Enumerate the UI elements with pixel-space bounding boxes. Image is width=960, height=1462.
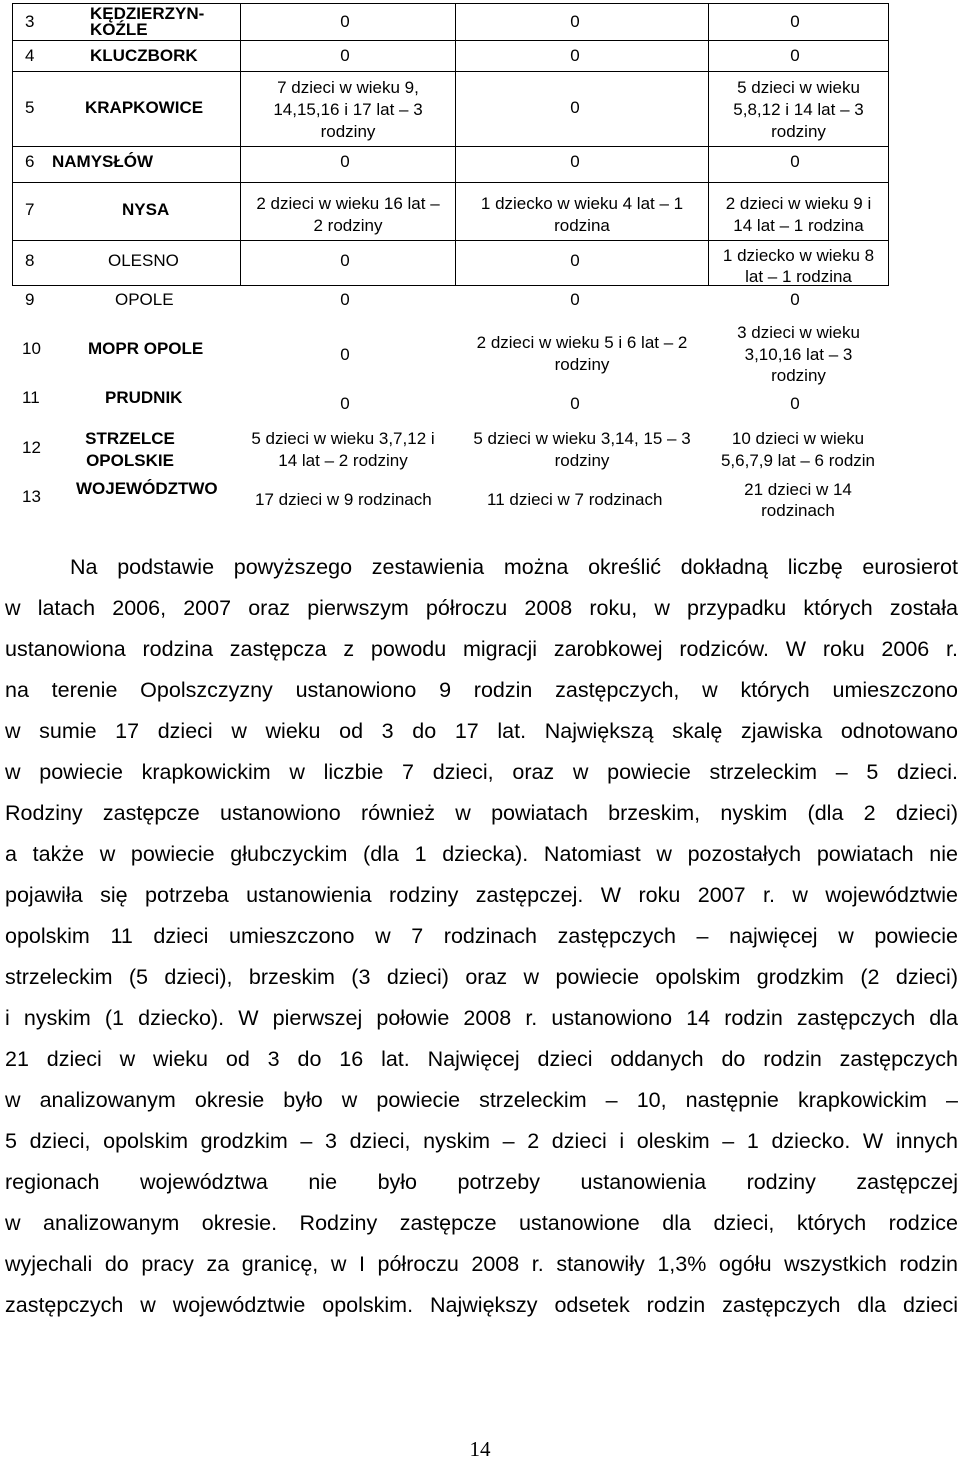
cell-2006: 7 dzieci w wieku 9, [277,78,419,97]
paragraph-line: na terenie Opolszczyzny ustanowiono 9 rodzin zastępczych, w których umieszczono [5,678,958,702]
cell-2006: 2 dzieci w wieku 16 lat – [256,194,440,213]
cell-2008: rodziny [771,366,826,385]
paragraph-line: Rodziny zastępcze ustanowiono również w powiatach brzeskim, nyskim (dla 2 dzieci) [5,801,958,825]
cell-2008: 5 dzieci w wieku [737,78,860,97]
cell-2007: 0 [570,394,580,413]
grid-line [12,146,889,147]
cell-2008: rodzinach [761,501,835,520]
cell-2007: 2 dzieci w wieku 5 i 6 lat – 2 [476,333,688,352]
grid-line [240,3,241,285]
paragraph-line: w analizowanym okresie było w powiecie strzeleckim – 10, następnie krapkowickim – [5,1088,958,1112]
cell-2008: 0 [790,46,800,65]
cell-2007: rodzina [554,216,610,235]
cell-2008: 5,6,7,9 lat – 6 rodzin [720,451,876,470]
county-name: PRUDNIK [105,388,183,407]
row-number: 3 [25,12,35,31]
paragraph-line: pojawiła się potrzeba ustanowienia rodziny zastępczej. W roku 2007 r. w województwie [5,883,958,907]
grid-line [455,3,456,285]
cell-2008: 3 dzieci w wieku [737,323,860,342]
row-number: 12 [22,438,41,457]
paragraph-line: wyjechali do pracy za granicę, w I półroczu 2008 r. stanowiły 1,3% ogółu wszystkich rodzin [5,1252,958,1276]
paragraph-line: i nyskim (1 dziecko). W pierwszej połowie 2008 r. ustanowiono 14 rodzin zastępczych dla [5,1006,958,1030]
cell-2007: 0 [570,152,580,171]
cell-2008: lat – 1 rodzina [745,267,852,286]
paragraph-line: w sumie 17 dzieci w wieku od 3 do 17 lat. Największą skalę zjawiska odnotowano [5,719,958,743]
cell-2007: 1 dziecko w wieku 4 lat – 1 [480,194,684,213]
cell-2008: 1 dziecko w wieku 8 [722,246,875,265]
paragraph-line: 21 dzieci w wieku od 3 do 16 lat. Najwięcej dzieci oddanych do rodzin zastępczych [5,1047,958,1071]
cell-2006: 5 dzieci w wieku 3,7,12 i [251,429,435,448]
row-number: 7 [25,200,35,219]
cell-2006: 0 [340,394,350,413]
paragraph-line: zastępczych w województwie opolskim. Największy odsetek rodzin zastępczych dla dzieci [5,1293,958,1317]
county-name: OLESNO [108,251,179,270]
county-name: WOJEWÓDZTWO [76,479,218,498]
cell-2006: rodziny [320,122,376,141]
row-number: 8 [25,251,35,270]
paragraph-line: strzeleckim (5 dzieci), brzeskim (3 dzieci) oraz w powiecie opolskim grodzkim (2 dzieci) [5,965,958,989]
grid-line [12,182,889,183]
cell-2008: 14 lat – 1 rodzina [733,216,864,235]
county-name: NYSA [122,200,170,219]
cell-2008: 2 dzieci w wieku 9 i [725,194,872,213]
grid-line [12,240,889,241]
row-number: 9 [25,290,35,309]
grid-line [12,71,889,72]
cell-2008: 21 dzieci w 14 [744,480,852,499]
cell-2007: rodziny [554,355,610,374]
paragraph-line: w powiecie krapkowickim w liczbie 7 dzieci, oraz w powiecie strzeleckim – 5 dzieci. [5,760,958,784]
paragraph-line: regionach województwa nie było potrzeby ustanowienia rodziny zastępczej [5,1170,958,1194]
cell-2007: 0 [570,46,580,65]
cell-2006: 0 [340,251,350,270]
cell-2008: rodziny [771,122,826,141]
county-name: KOŹLE [90,20,148,39]
cell-2006: 14,15,16 i 17 lat – 3 [273,100,423,119]
grid-line [888,3,889,285]
paragraph-line: opolskim 11 dzieci umieszczono w 7 rodzinach zastępczych – najwięcej w powiecie [5,924,958,948]
grid-line [708,3,709,285]
cell-2008: 0 [790,152,800,171]
county-name: KRAPKOWICE [85,98,204,117]
row-number: 4 [25,46,35,65]
cell-2007: 0 [570,12,580,31]
county-name: OPOLSKIE [86,451,174,470]
cell-2008: 10 dzieci w wieku [731,429,865,448]
paragraph-line: 5 dzieci, opolskim grodzkim – 3 dzieci, nyskim – 2 dzieci i oleskim – 1 dziecko. W innych [5,1129,958,1153]
row-number: 5 [25,98,35,117]
cell-2006: 0 [340,290,350,309]
row-number: 10 [22,339,41,358]
row-number: 6 [25,152,35,171]
paragraph-line: a także w powiecie głubczyckim (dla 1 dziecka). Natomiast w pozostałych powiatach nie [5,842,958,866]
cell-2006: 0 [340,12,350,31]
county-name: OPOLE [115,290,174,309]
row-number: 11 [22,388,40,407]
paragraph-line: w analizowanym okresie. Rodziny zastępcze ustanowione dla dzieci, których rodzice [5,1211,958,1235]
cell-2007: 0 [570,98,580,117]
cell-2008: 0 [790,12,800,31]
page-number: 14 [469,1437,491,1461]
cell-2006: 0 [340,152,350,171]
cell-2008: 5,8,12 i 14 lat – 3 [733,100,864,119]
cell-2006: 14 lat – 2 rodziny [278,451,408,470]
cell-2008: 0 [790,290,800,309]
county-name: MOPR OPOLE [88,339,204,358]
cell-2006: 17 dzieci w 9 rodzinach [255,490,432,509]
cell-2007: 0 [570,290,580,309]
paragraph-line: Na podstawie powyższego zestawienia można określić dokładną liczbę eurosierot [70,555,958,579]
cell-2007: rodziny [554,451,610,470]
county-name: KĘDZIERZYN- [90,4,205,23]
cell-2007: 11 dzieci w 7 rodzinach [487,490,663,509]
county-name: NAMYSŁÓW [52,152,154,171]
cell-2008: 0 [790,394,800,413]
county-name: KLUCZBORK [90,46,198,65]
cell-2006: 2 rodziny [313,216,383,235]
paragraph-line: w latach 2006, 2007 oraz pierwszym półroczu 2008 roku, w przypadku których została [5,596,958,620]
cell-2006: 0 [340,46,350,65]
row-number: 13 [22,487,41,506]
cell-2007: 0 [570,251,580,270]
cell-2007: 5 dzieci w wieku 3,14, 15 – 3 [473,429,691,448]
grid-line [12,3,13,285]
cell-2008: 3,10,16 lat – 3 [744,345,853,364]
county-name: STRZELCE [85,429,175,448]
cell-2006: 0 [340,345,350,364]
paragraph-line: ustanowiona rodzina zastępcza z powodu migracji zarobkowej rodziców. W roku 2006 r. [5,637,958,661]
